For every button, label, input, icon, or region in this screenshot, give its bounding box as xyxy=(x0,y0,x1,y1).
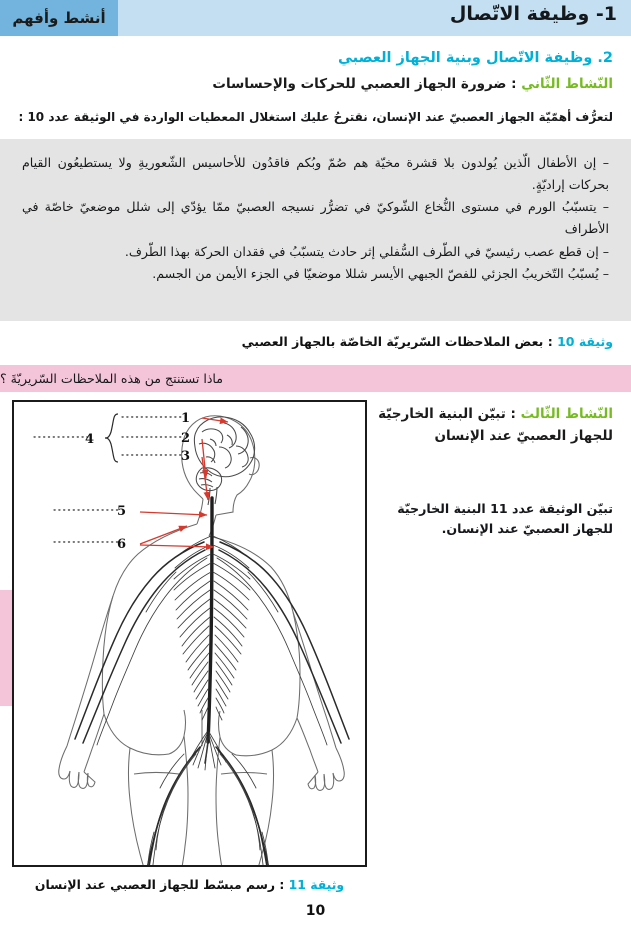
list-item: – إن قطع عصب رئيسيّ في الطّرف السُّفلي إثر حادث يتسبّبُ في فقدان الحركة بهذا الطّرف. xyxy=(124,243,609,259)
callout-1: 1 xyxy=(180,411,190,426)
document-10-text: بعض الملاحظات السّريريّة الخاصّة بالجهاز العصبي xyxy=(241,334,544,349)
document-11-intro-before: تبيّن الوثيقة عدد xyxy=(512,501,613,516)
list-item: – إن الأطفال الّذين يُولدون بلا قشرة مخيّة هم صُمّ وبُكم فاقدُون للأحاسيس الشّعوريةِ ولا يستطيعُون القيام بحركات إراديّةٍ. xyxy=(22,155,609,192)
callout-5: 5 xyxy=(116,504,126,519)
callout-4: 4 xyxy=(84,432,94,447)
callout-annotations xyxy=(34,411,228,552)
list-item: – يُسبّبُ التّخريبُ الجزئي للفصّ الجبهي الأيسر شللا موضعيّا في الجزء الأيمن من الجسم. xyxy=(152,266,609,282)
document-11-caption xyxy=(0,877,379,892)
header-banner xyxy=(0,0,631,36)
question-bar-text: ماذا تستنتج من هذه الملاحظات السّريريّةَ ؟ xyxy=(0,371,224,386)
figure-nervous-system xyxy=(12,400,367,867)
arrow-6a xyxy=(140,526,187,544)
arrow-6b xyxy=(140,545,214,547)
callout-2: 2 xyxy=(180,431,190,446)
intro-paragraph: لتعرُّف أهمّيّة الجهاز العصبيّ عند الإنسان، نقترحُ عليك استغلال المعطيات الواردة في الوثيقة عدد 10 : xyxy=(18,110,613,124)
document-11-intro xyxy=(371,499,613,540)
body-outline-group xyxy=(59,416,345,865)
page-number: 10 xyxy=(305,903,326,919)
document-10-label: وثيقة xyxy=(578,334,613,349)
document-11-number: 11 xyxy=(288,877,306,892)
document-11-intro-after: البنية الخارجيّة للجهاز العصبيّ عند الإنسان. xyxy=(397,501,613,537)
activity-two-text: ضرورة الجهاز العصبي للحركات والإحساسات xyxy=(212,76,507,92)
document-10-caption xyxy=(242,334,613,349)
section-heading: 2. وظيفة الاتّصال وبنية الجهاز العصبي xyxy=(338,50,613,66)
activity-three-text: تبيّن البنية الخارجيّة للجهاز العصبيّ عند الإنسان xyxy=(378,406,613,444)
list-item: – يتسبّبُ الورم في مستوى النُّخاع الشّوكيّ في تضرُّر نسيجه العصبيّ ممّا يؤدّي إلى شلل موضعيّ خاصّة في الأطراف xyxy=(22,199,609,236)
page-title: 1- وظيفة الاتّصال xyxy=(449,3,617,25)
document-10-number: 10 xyxy=(557,334,575,349)
chapter-tab-label: أنشط وأفهم xyxy=(12,9,106,27)
callout-6: 6 xyxy=(116,537,126,552)
question-bar xyxy=(0,365,631,392)
activity-two-tag: النّشاط الثّاني xyxy=(521,76,613,92)
document-11-intro-number: 11 xyxy=(490,501,508,516)
clinical-observations-box xyxy=(0,139,631,321)
chapter-tab xyxy=(0,0,118,36)
document-11-separator: : xyxy=(275,877,289,892)
activity-three-tag: النّشاط الثّالث xyxy=(520,406,613,422)
spinal-nerve-roots-right xyxy=(213,536,250,720)
grouping-brace xyxy=(105,414,118,462)
activity-two-colon: : xyxy=(506,76,522,92)
nervous-system-illustration xyxy=(14,402,365,865)
callout-3: 3 xyxy=(180,449,190,464)
spinal-nerve-roots-left xyxy=(174,536,211,720)
document-11-caption-text: رسم مبسّط للجهاز العصبي عند الإنسان xyxy=(34,877,276,892)
arrow-5 xyxy=(140,512,207,515)
clinical-observations-list xyxy=(22,152,609,285)
activity-two-heading xyxy=(212,76,613,92)
activity-three-colon: : xyxy=(505,406,521,422)
document-10-separator: : xyxy=(543,334,558,349)
document-11-label: وثيقة xyxy=(310,877,345,892)
activity-three-heading xyxy=(371,404,613,448)
